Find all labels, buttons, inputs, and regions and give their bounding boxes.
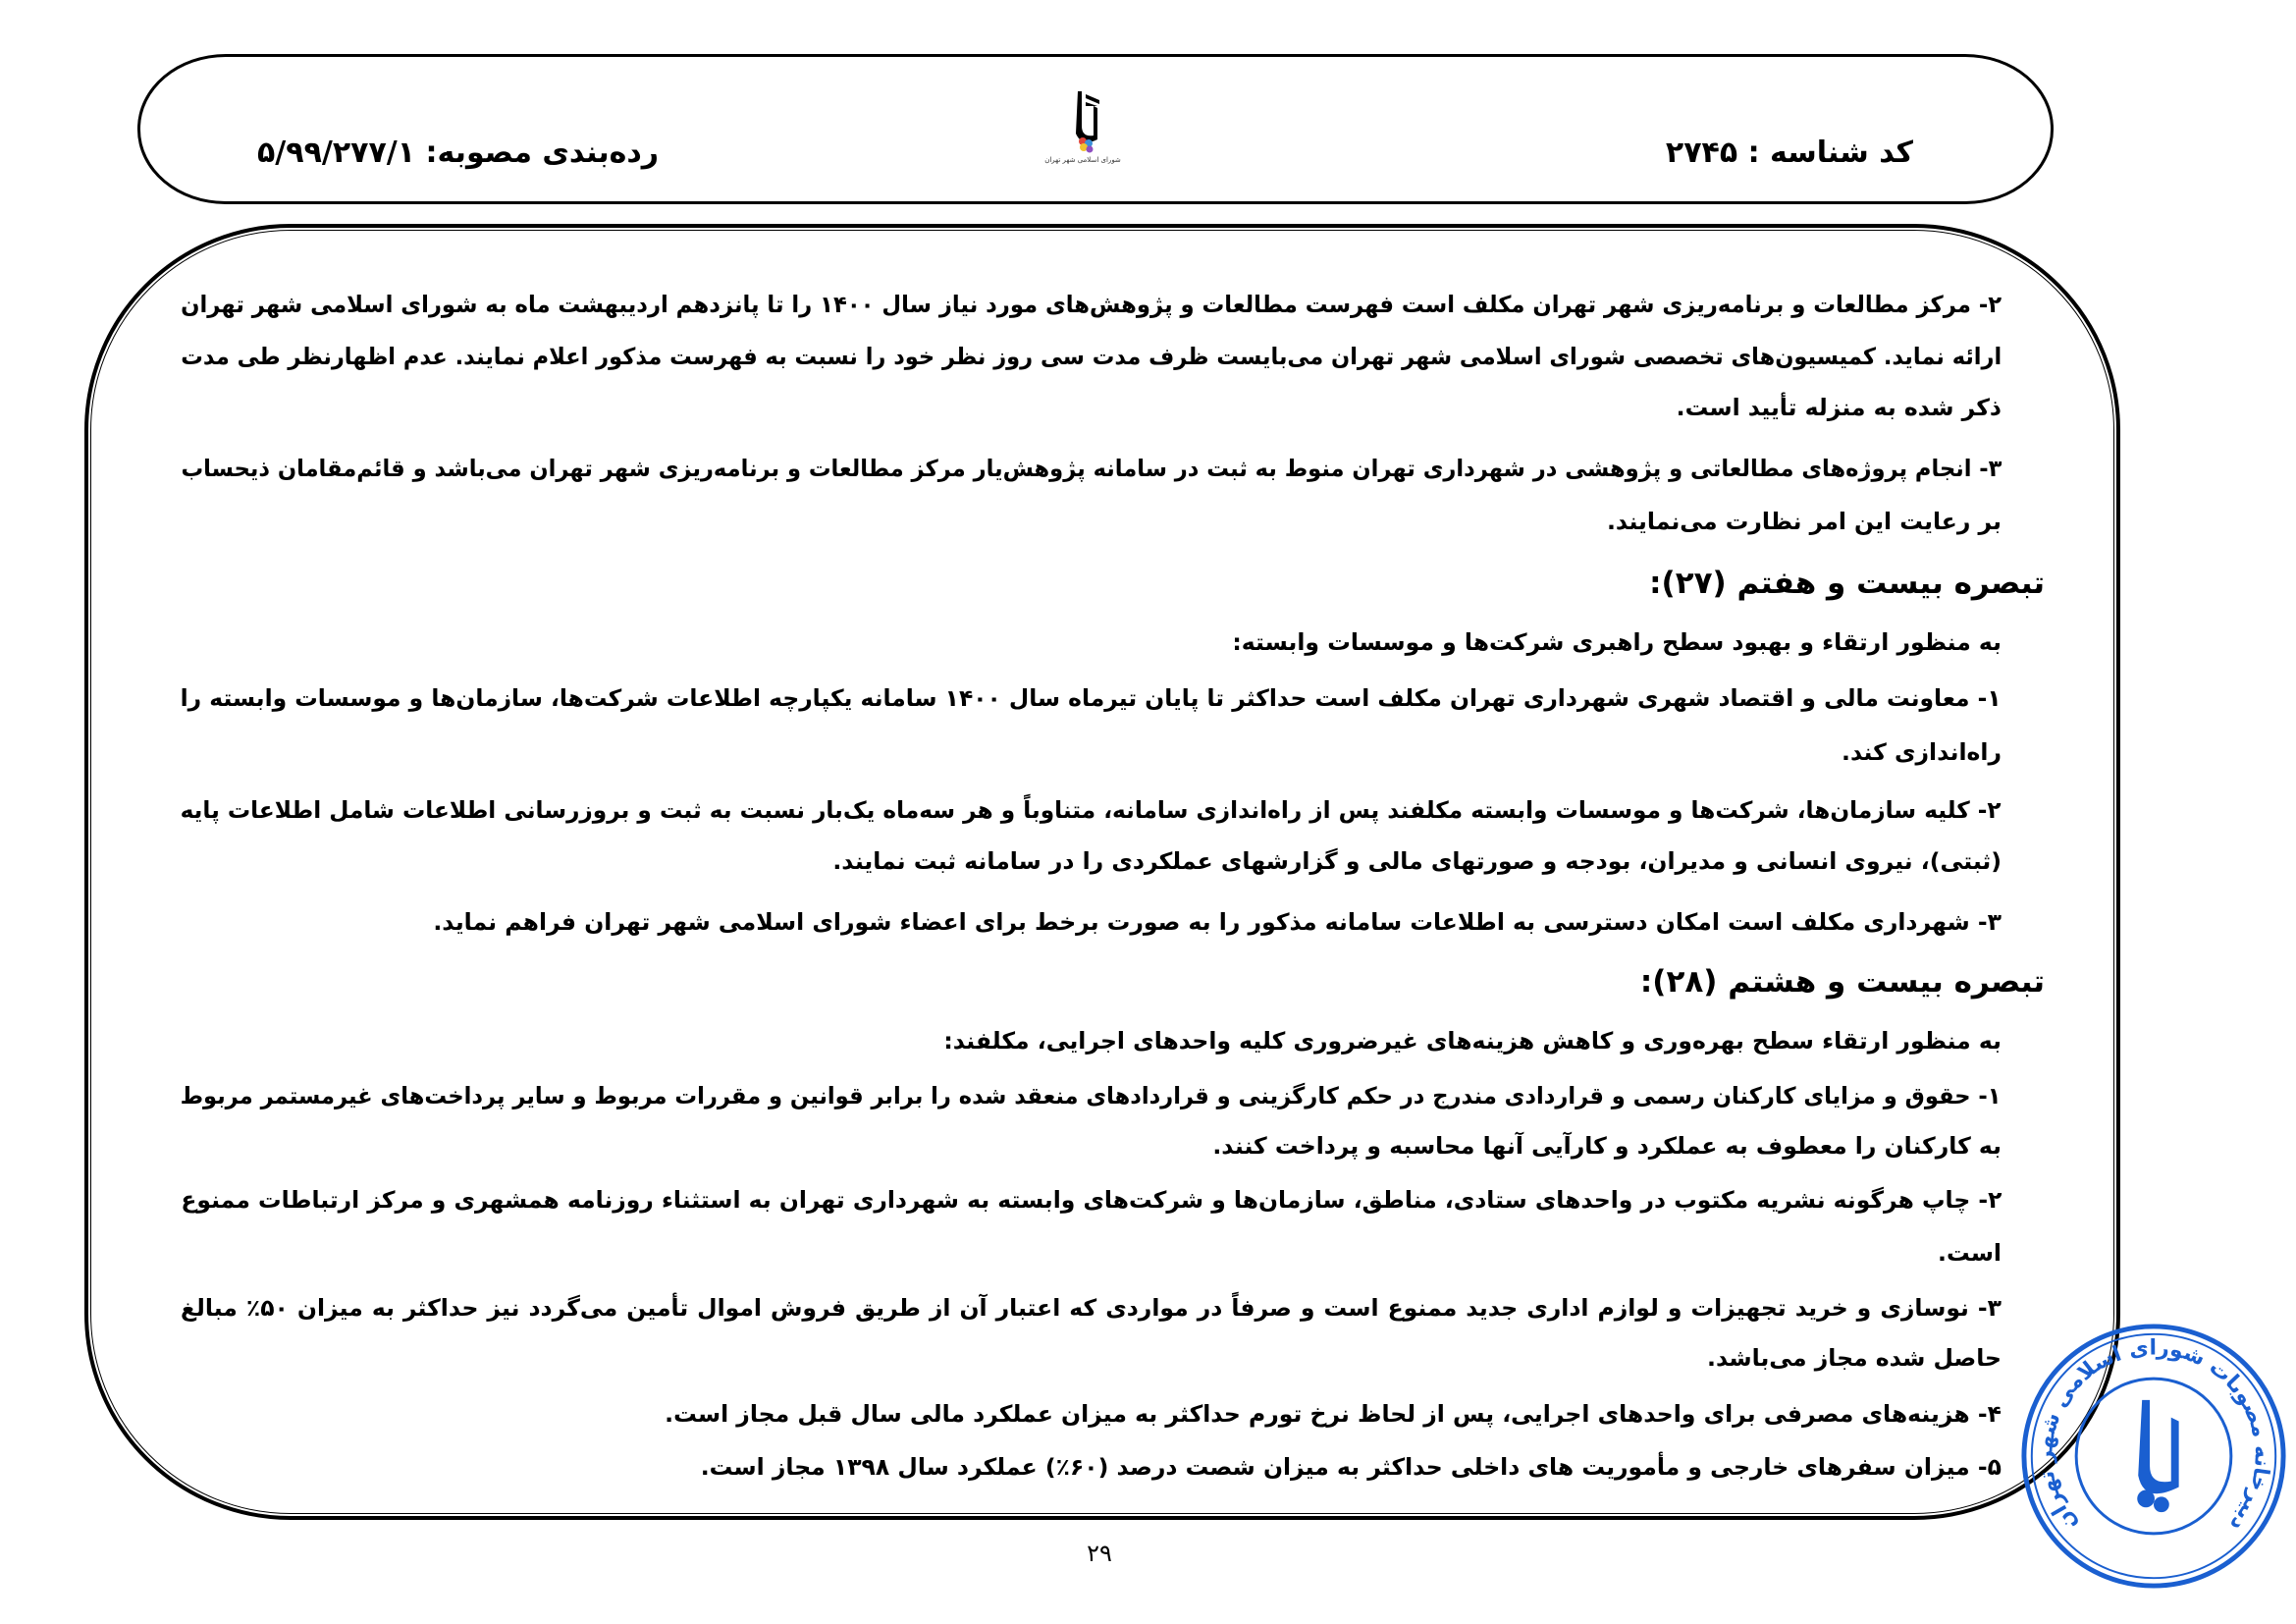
text-line: ذکر شده به منزله تأیید است. [1676, 394, 2002, 421]
document-id-code: کد شناسه : ۲۷۴۵ [1665, 135, 1913, 170]
text-line: ۲- کلیه سازمان‌ها، شرکت‌ها و موسسات وابسته مکلفند پس از راه‌اندازی سامانه، متناوباً و هر سه‌ماه یک‌بار نسبت به ثبت و بروزرسانی اطلاعات شامل اطلاعات پایه [181, 796, 2002, 824]
text-line: به کارکنان را معطوف به عملکرد و کارآیی آنها محاسبه و پرداخت کنند. [1212, 1132, 2002, 1160]
clause-27-3: ۳- شهرداری مکلف است امکان دسترسی به اطلاعات سامانه مذکور را به صورت برخط برای اعضاء شورای اسلامی شهر تهران فراهم نماید. [433, 908, 2002, 936]
stamp-text: دبیرخانه مصوبات شورای اسلامی شهر تهران [2033, 1335, 2274, 1537]
text-line: ۳- انجام پروژه‌های مطالعاتی و پژوهشی در شهرداری تهران منوط به ثبت در سامانه پژوهش‌یار مرکز مطالعات و برنامه‌ریزی شهر تهران می‌باشد و قائم‌مقامان ذیحساب [181, 455, 2002, 482]
text-line: ۱- معاونت مالی و اقتصاد شهری شهرداری تهران مکلف است حداکثر تا پایان تیرماه سال ۱۴۰۰ سامانه یکپارچه اطلاعات شرکت‌ها، سازمان‌ها و موسسات وابسته را [181, 684, 2002, 712]
text-line: ۲- چاپ هرگونه نشریه مکتوب در واحدهای ستادی، مناطق، سازمان‌ها و شرکت‌های وابسته به شهرداری تهران به استثناء روزنامه همشهری و مرکز ارتباطات ممنوع [181, 1186, 2002, 1214]
logo-caption: شورای اسلامی شهر تهران [1044, 156, 1121, 164]
clause-28-4: ۴- هزینه‌های مصرفی برای واحدهای اجرایی، پس از لحاظ نرخ تورم حداکثر به میزان عملکرد مالی سال قبل مجاز است. [665, 1400, 2002, 1428]
section-heading-27: تبصره بیست و هفتم (۲۷): [1649, 566, 2045, 601]
text-line: (ثبتی)، نیروی انسانی و مدیران، بودجه و صورتهای مالی و گزارشهای عملکردی را در سامانه ثبت نمایند. [832, 847, 2002, 875]
text-line: ۲- مرکز مطالعات و برنامه‌ریزی شهر تهران مکلف است فهرست مطالعات و پژوهش‌های مورد نیاز سال ۱۴۰۰ را تا پانزدهم اردیبهشت ماه به شورای اسلامی شهر تهران [181, 291, 2002, 318]
page-number: ۲۹ [1087, 1540, 1112, 1567]
official-stamp [2018, 1321, 2289, 1592]
text-line: است. [1938, 1239, 2002, 1267]
section-intro-28: به منظور ارتقاء سطح بهره‌وری و کاهش هزینه‌های غیرضروری کلیه واحدهای اجرایی، مکلفند: [943, 1027, 2002, 1055]
text-line: ارائه نماید. کمیسیون‌های تخصصی شورای اسلامی شهر تهران می‌بایست ظرف مدت سی روز نظر خود را نسبت به فهرست مذکور اعلام نمایند. عدم اظهارنظر طی مدت [181, 343, 2002, 370]
stamp-emblem-icon [2138, 1400, 2178, 1493]
text-line: راه‌اندازی کند. [1842, 738, 2002, 766]
clause-28-5: ۵- میزان سفرهای خارجی و مأموریت های داخلی حداکثر به میزان شصت درصد (۶۰٪) عملکرد سال ۱۳۹۸ مجاز است. [700, 1453, 2002, 1481]
council-logo [1039, 86, 1127, 165]
text-line: حاصل شده مجاز می‌باشد. [1707, 1344, 2002, 1372]
section-intro-27: به منظور ارتقاء و بهبود سطح راهبری شرکت‌ها و موسسات وابسته: [1232, 628, 2002, 656]
text-line: ۳- نوسازی و خرید تجهیزات و لوازم اداری جدید ممنوع است و صرفاً در مواردی که اعتبار آن از طریق فروش اموال تأمین می‌گردد نیز حداکثر به میزان ۵۰٪ مبالغ [181, 1294, 2002, 1322]
text-line: ۱- حقوق و مزایای کارکنان رسمی و قراردادی مندرج در حکم کارگزینی و قراردادهای منعقد شده را برابر قوانین و مقررات مربوط و سایر پرداخت‌های غیرمستمر مربوط [181, 1082, 2002, 1110]
text-line: بر رعایت این امر نظارت می‌نمایند. [1606, 508, 2002, 535]
resolution-classification: رده‌بندی مصوبه: ۵/۹۹/۲۷۷/۱ [257, 135, 660, 170]
section-heading-28: تبصره بیست و هشتم (۲۸): [1639, 964, 2045, 1000]
